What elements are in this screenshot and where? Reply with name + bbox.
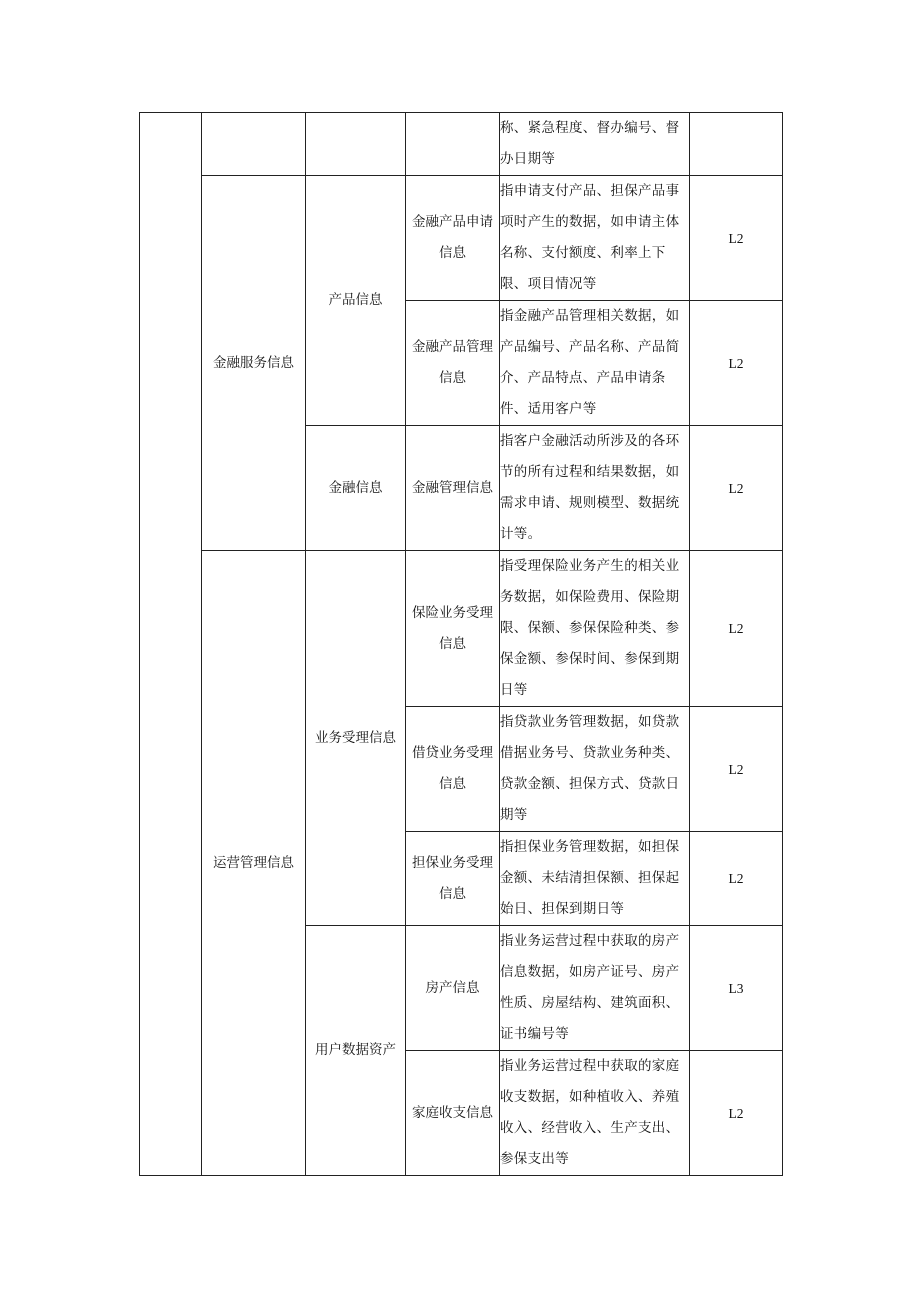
level-cell: L2 [690,301,783,426]
subcategory-cell: 业务受理信息 [306,551,406,926]
description-cell: 指金融产品管理相关数据，如产品编号、产品名称、产品简介、产品特点、产品申请条件、适用客户等 [500,301,690,426]
description-cell: 称、紧急程度、督办编号、督办日期等 [500,113,690,176]
description-cell: 指业务运营过程中获取的房产信息数据，如房产证号、房产性质、房屋结构、建筑面积、证书编号等 [500,926,690,1051]
empty-cell [690,113,783,176]
item-cell: 家庭收支信息 [406,1051,500,1176]
item-cell: 担保业务受理信息 [406,832,500,926]
subcategory-cell: 产品信息 [306,176,406,426]
item-cell: 房产信息 [406,926,500,1051]
description-cell: 指申请支付产品、担保产品事项时产生的数据，如申请主体名称、支付额度、利率上下限、项目情况等 [500,176,690,301]
description-cell: 指贷款业务管理数据，如贷款借据业务号、贷款业务种类、贷款金额、担保方式、贷款日期等 [500,707,690,832]
level-cell: L2 [690,832,783,926]
data-classification-table [139,112,783,1176]
level-cell: L2 [690,176,783,301]
level-cell: L2 [690,551,783,707]
table-row [140,176,783,301]
level-cell: L3 [690,926,783,1051]
category-cell: 运营管理信息 [202,551,306,1176]
item-cell: 金融产品申请信息 [406,176,500,301]
description-cell: 指客户金融活动所涉及的各环节的所有过程和结果数据，如需求申请、规则模型、数据统计等。 [500,426,690,551]
subcategory-cell: 金融信息 [306,426,406,551]
description-cell: 指受理保险业务产生的相关业务数据，如保险费用、保险期限、保额、参保保险种类、参保金额、参保时间、参保到期日等 [500,551,690,707]
item-cell: 保险业务受理信息 [406,551,500,707]
empty-cell [202,113,306,176]
description-cell: 指担保业务管理数据，如担保金额、未结清担保额、担保起始日、担保到期日等 [500,832,690,926]
empty-cell [306,113,406,176]
level-cell: L2 [690,426,783,551]
item-cell: 金融管理信息 [406,426,500,551]
level-cell: L2 [690,707,783,832]
level-cell: L2 [690,1051,783,1176]
description-cell: 指业务运营过程中获取的家庭收支数据，如种植收入、养殖收入、经营收入、生产支出、参保支出等 [500,1051,690,1176]
item-cell: 借贷业务受理信息 [406,707,500,832]
table-row [140,113,783,176]
category-cell: 金融服务信息 [202,176,306,551]
table-row [140,551,783,707]
subcategory-cell: 用户数据资产 [306,926,406,1176]
item-cell: 金融产品管理信息 [406,301,500,426]
empty-first-column-cell [140,113,202,1176]
empty-cell [406,113,500,176]
